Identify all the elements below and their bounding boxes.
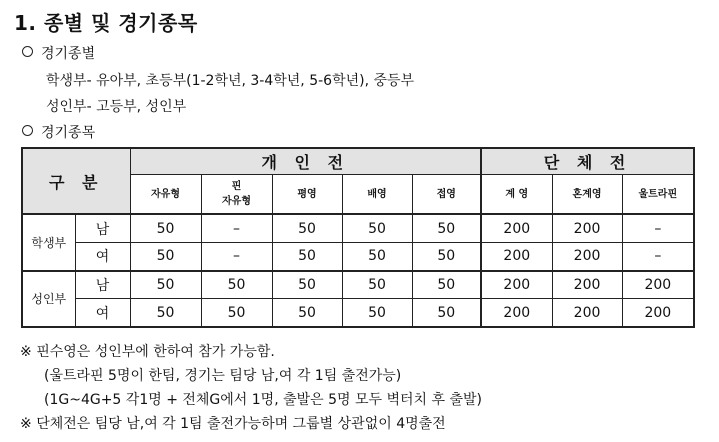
reference-mark: ※	[20, 416, 32, 432]
value-cell: –	[622, 243, 694, 271]
section-events	[22, 122, 95, 142]
col-relay: 계 영	[481, 174, 552, 214]
col-medley-relay: 혼계영	[552, 174, 622, 214]
section-label: 경기종별	[41, 46, 96, 62]
col-fin-line2: 자유형	[222, 196, 251, 207]
header-individual: 개 인 전	[130, 148, 481, 174]
division-adult: 성인부- 고등부, 성인부	[46, 99, 187, 115]
division-student: 학생부- 유아부, 초등부(1-2학년, 3-4학년, 5-6학년), 중등부	[46, 73, 415, 89]
page-title: 1. 종별 및 경기종목	[14, 11, 198, 35]
value-cell: 50	[272, 299, 342, 327]
value-cell: –	[201, 214, 272, 242]
note-ultrafin: (울트라핀 5명이 한팀, 경기는 팀당 남,여 각 1팀 출전가능)	[44, 368, 402, 384]
value-cell: 200	[552, 299, 622, 327]
value-cell: 50	[342, 299, 412, 327]
value-cell: 50	[130, 214, 201, 242]
group-student: 학생부	[22, 214, 75, 270]
col-butterfly: 접영	[412, 174, 481, 214]
value-cell: 200	[552, 214, 622, 242]
section-label: 경기종목	[41, 125, 96, 141]
value-cell: 50	[412, 243, 481, 271]
value-cell: 50	[130, 299, 201, 327]
value-cell: 50	[342, 271, 412, 299]
value-cell: 200	[481, 243, 552, 271]
note-fin-swimming	[20, 341, 275, 361]
value-cell: 200	[622, 271, 694, 299]
value-cell: 200	[481, 299, 552, 327]
value-cell: 50	[201, 271, 272, 299]
value-cell: –	[201, 243, 272, 271]
value-cell: –	[622, 214, 694, 242]
events-table	[21, 147, 695, 328]
note-text: 핀수영은 성인부에 한하여 참가 가능함.	[36, 344, 275, 360]
circle-bullet-icon	[22, 125, 33, 136]
note-text: 단체전은 팀당 남,여 각 1팀 출전가능하며 그룹별 상관없이 4명출전	[36, 416, 446, 432]
value-cell: 50	[412, 214, 481, 242]
value-cell: 50	[272, 271, 342, 299]
col-breaststroke: 평영	[272, 174, 342, 214]
value-cell: 50	[130, 243, 201, 271]
gender-cell: 여	[75, 243, 130, 271]
value-cell: 200	[622, 299, 694, 327]
gender-cell: 남	[75, 214, 130, 242]
value-cell: 50	[201, 299, 272, 327]
value-cell: 200	[552, 243, 622, 271]
col-freestyle: 자유형	[130, 174, 201, 214]
value-cell: 50	[272, 243, 342, 271]
reference-mark: ※	[20, 344, 32, 360]
gender-cell: 남	[75, 271, 130, 299]
group-adult: 성인부	[22, 271, 75, 327]
value-cell: 50	[412, 299, 481, 327]
value-cell: 50	[130, 271, 201, 299]
value-cell: 50	[342, 243, 412, 271]
section-divisions	[22, 43, 95, 63]
col-backstroke: 배영	[342, 174, 412, 214]
value-cell: 50	[412, 271, 481, 299]
col-ultrafin: 울트라핀	[622, 174, 694, 214]
note-start-rule: (1G~4G+5 각1명 + 전체G에서 1명, 출발은 5명 모두 벽터치 후 출발)	[44, 392, 483, 408]
value-cell: 50	[272, 214, 342, 242]
col-fin-freestyle	[201, 174, 272, 214]
header-team: 단 체 전	[481, 148, 694, 174]
gender-cell: 여	[75, 299, 130, 327]
note-team-event	[20, 413, 446, 433]
circle-bullet-icon	[22, 46, 33, 57]
value-cell: 200	[552, 271, 622, 299]
value-cell: 200	[481, 214, 552, 242]
value-cell: 200	[481, 271, 552, 299]
header-category: 구 분	[22, 148, 130, 214]
col-fin-line1: 핀	[231, 181, 242, 192]
value-cell: 50	[342, 214, 412, 242]
